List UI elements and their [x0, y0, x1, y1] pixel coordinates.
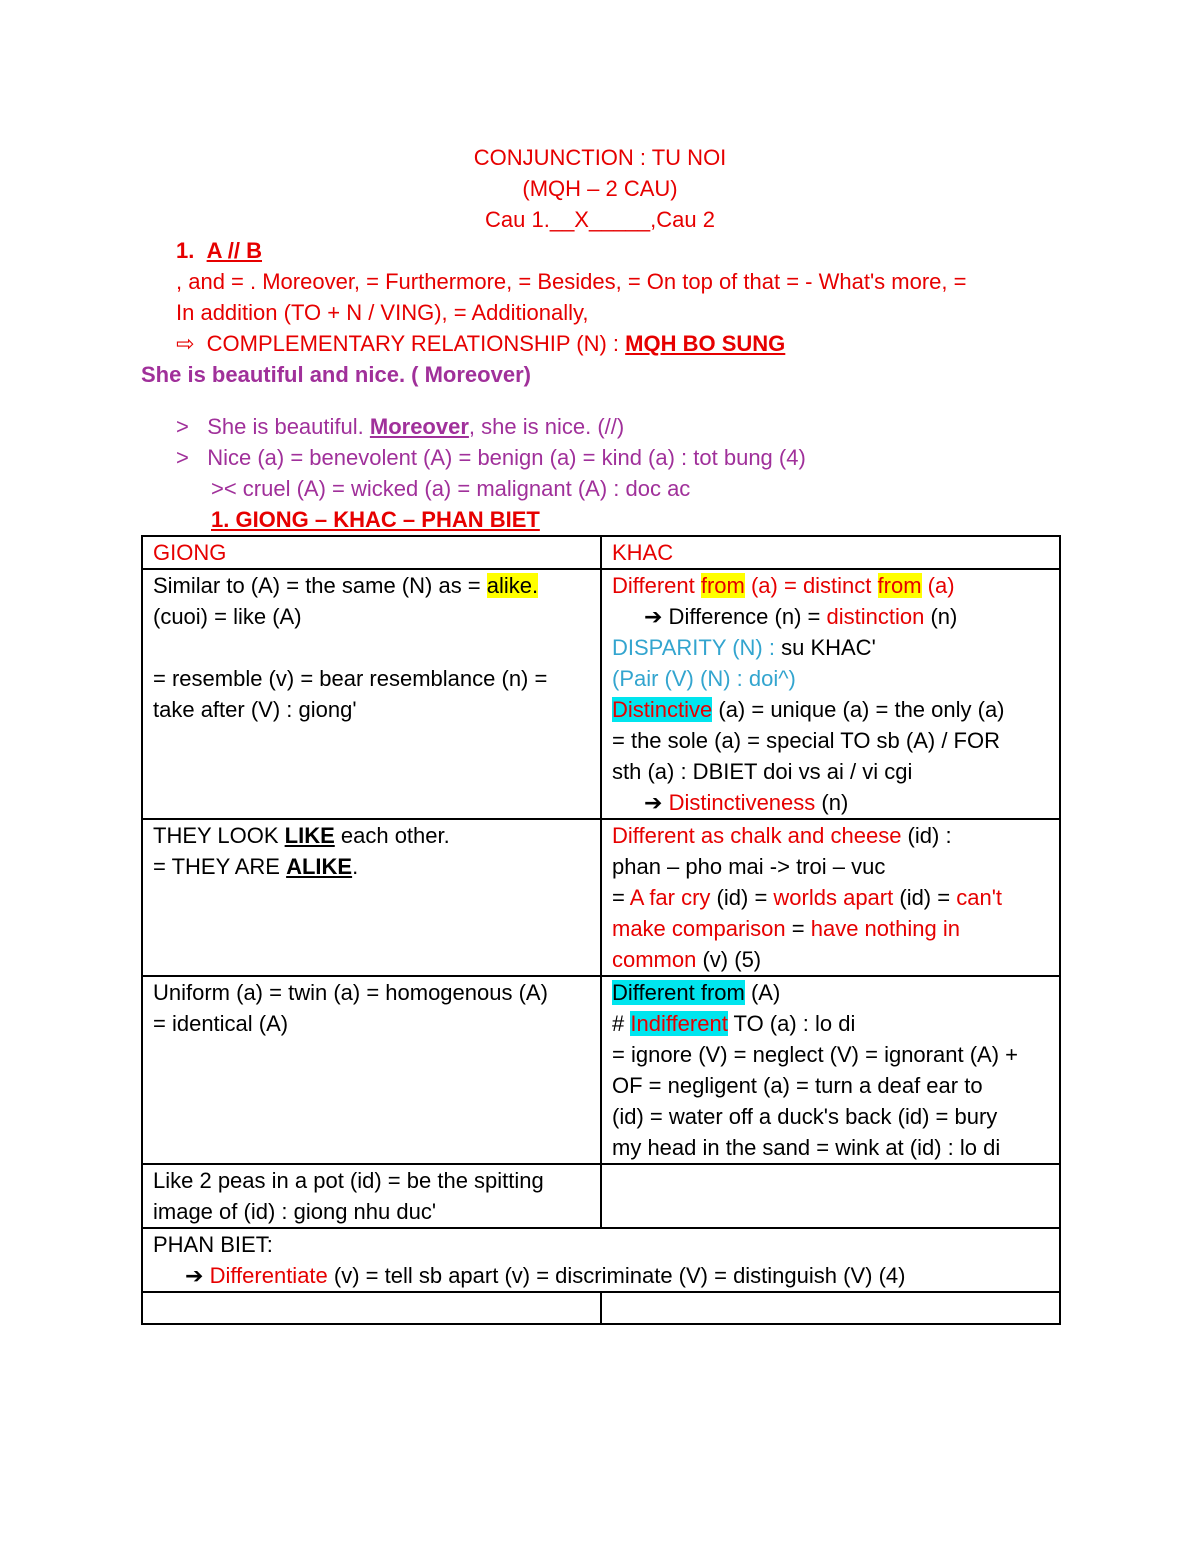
- spitting-line: image of (id) : giong nhu duc': [153, 1199, 437, 1224]
- indifferent-highlight: Indifferent: [630, 1011, 728, 1036]
- noun-mark: (n): [924, 604, 958, 629]
- differentiate-line: [153, 1260, 1049, 1291]
- eq-mark: =: [612, 885, 630, 910]
- distinctive-rest: (a) = unique (a) = the only (a): [712, 697, 1005, 722]
- negligent-line: OF = negligent (a) = turn a deaf ear to: [612, 1073, 983, 1098]
- idiom-mark: (id) =: [710, 885, 774, 910]
- different-from-line: [612, 570, 1049, 601]
- look-pre: THEY LOOK: [153, 823, 285, 848]
- cell-empty: [601, 1292, 1060, 1324]
- doc-subtitle: (MQH – 2 CAU): [522, 176, 678, 201]
- cell-empty: [142, 1292, 601, 1324]
- table-row: [142, 1228, 1060, 1292]
- relation-vn: MQH BO SUNG: [625, 331, 786, 356]
- header-giong: GIONG: [142, 536, 601, 569]
- differentiate-rest: (v) = tell sb apart (v) = discriminate (V) = distinguish (V) (4): [327, 1263, 906, 1288]
- distinct-word: distinct: [802, 573, 878, 598]
- cell-different: [601, 569, 1060, 819]
- header-khac: KHAC: [601, 536, 1060, 569]
- phan-biet-label: PHAN BIET:: [153, 1232, 273, 1257]
- section1-heading: [176, 235, 262, 266]
- bullet-2-text: Nice (a) = benevolent (A) = benign (a) = kind (a) : tot bung (4): [207, 445, 806, 470]
- ignore-line: = ignore (V) = neglect (V) = ignorant (A) +: [612, 1042, 1018, 1067]
- sole-line: = the sole (a) = special TO sb (A) / FOR: [612, 728, 1000, 753]
- table-row: [142, 976, 1060, 1164]
- bullet-1-keyword: Moreover: [369, 414, 469, 439]
- take-after-text: take after (V) : giong': [153, 697, 357, 722]
- table-row: [142, 569, 1060, 819]
- cell-uniform: [142, 976, 601, 1164]
- cell-chalk-cheese: [601, 819, 1060, 976]
- different-from-highlight: Different from: [612, 980, 745, 1005]
- like-keyword: LIKE: [284, 823, 335, 848]
- idiom-mark: (id) :: [901, 823, 952, 848]
- arrow-right-icon: ⇨: [176, 331, 195, 356]
- distinctiveness-word: Distinctiveness: [668, 790, 816, 815]
- cell-indifferent: [601, 976, 1060, 1164]
- cell-similar: [142, 569, 601, 819]
- from-highlight: from: [700, 573, 745, 598]
- difference-word: Difference (n) =: [662, 604, 827, 629]
- are-pre: = THEY ARE: [153, 854, 287, 879]
- pair-line: (Pair (V) (N) : doi^): [612, 666, 796, 691]
- cell-empty: [601, 1164, 1060, 1228]
- bullet-icon: >: [176, 414, 189, 439]
- table-header-row: [142, 536, 1060, 569]
- disparity-line: [612, 632, 1049, 663]
- from-highlight: from: [877, 573, 922, 598]
- are-post: .: [352, 854, 359, 879]
- doc-pattern: Cau 1.__X_____,Cau 2: [485, 207, 715, 232]
- have-nothing: have nothing in: [810, 916, 960, 941]
- table-row: [142, 1164, 1060, 1228]
- distinction-word: distinction: [826, 604, 925, 629]
- alike-keyword: ALIKE: [286, 854, 353, 879]
- relation-label: COMPLEMENTARY RELATIONSHIP (N) :: [206, 331, 620, 356]
- resemble-text: = resemble (v) = bear resemblance (n) =: [153, 666, 548, 691]
- chalk-cheese-vn: phan – pho mai -> troi – vuc: [612, 854, 886, 879]
- comparison-table: [141, 535, 1061, 1325]
- hash-mark: #: [612, 1011, 631, 1036]
- section1-number: 1.: [176, 238, 195, 263]
- example-antonyms: >< cruel (A) = wicked (a) = malignant (A) : doc ac: [211, 476, 691, 501]
- common-word: common: [612, 947, 697, 972]
- arrow-icon: ➔: [185, 1263, 204, 1288]
- cell-peas: [142, 1164, 601, 1228]
- far-cry-idiom: A far cry: [629, 885, 711, 910]
- sand-line: my head in the sand = wink at (id) : lo di: [612, 1135, 1001, 1160]
- verb-mark: (v) (5): [696, 947, 762, 972]
- chalk-cheese-idiom: Different as chalk and cheese: [612, 823, 902, 848]
- bullet-1-post: , she is nice. (//): [468, 414, 625, 439]
- look-post: each other.: [334, 823, 450, 848]
- uniform-line: Uniform (a) = twin (a) = homogenous (A): [153, 980, 548, 1005]
- distinctiveness-line: [612, 787, 1049, 818]
- peas-line: Like 2 peas in a pot (id) = be the spitting: [153, 1168, 544, 1193]
- sth-line: sth (a) : DBIET doi vs ai / vi cgi: [612, 759, 913, 784]
- doc-title: CONJUNCTION : TU NOI: [473, 145, 727, 170]
- example-sentence: She is beautiful and nice. ( Moreover): [141, 362, 531, 387]
- indifferent-rest: TO (a) : lo di: [727, 1011, 856, 1036]
- similar-text: Similar to (A) = the same (N) as =: [153, 573, 487, 598]
- difference-line: [612, 601, 1049, 632]
- adj-mark: (A): [744, 980, 781, 1005]
- different-word: Different: [612, 573, 701, 598]
- bullet-1-pre: She is beautiful.: [207, 414, 364, 439]
- alike-highlight: alike.: [486, 573, 539, 598]
- section1-line1: , and = . Moreover, = Furthermore, = Besides, = On top of that = - What's more, =: [176, 269, 967, 294]
- duck-line: (id) = water off a duck's back (id) = bury: [612, 1104, 998, 1129]
- noun-mark: (n): [815, 790, 849, 815]
- table-row: [142, 1292, 1060, 1324]
- cell-look-alike: [142, 819, 601, 976]
- eq-mark: =: [785, 916, 811, 941]
- cant-word: can't: [956, 885, 1003, 910]
- disparity-vn: su KHAC': [774, 635, 876, 660]
- arrow-icon: ➔: [644, 604, 663, 629]
- distinctive-line: [612, 694, 1049, 725]
- table-row: [142, 819, 1060, 976]
- example-bullet-2: [176, 442, 806, 473]
- example-bullet-1: [176, 411, 624, 442]
- section1-title: A // B: [206, 238, 263, 263]
- disparity-word: DISPARITY (N) :: [612, 635, 775, 660]
- cell-phan-biet: [142, 1228, 1060, 1292]
- section2-heading: 1. GIONG – KHAC – PHAN BIET: [211, 507, 540, 532]
- arrow-icon: ➔: [644, 790, 663, 815]
- idiom-mark: (id) =: [893, 885, 957, 910]
- section1-relation: [176, 328, 785, 359]
- make-comparison: make comparison: [612, 916, 786, 941]
- worlds-apart-idiom: worlds apart: [773, 885, 894, 910]
- adj-mark: (a) =: [744, 573, 803, 598]
- section1-line2: In addition (TO + N / VING), = Additionally,: [176, 300, 589, 325]
- like-text: (cuoi) = like (A): [153, 604, 302, 629]
- distinctive-highlight: Distinctive: [612, 697, 713, 722]
- adj-mark: (a): [921, 573, 955, 598]
- differentiate-word: Differentiate: [209, 1263, 328, 1288]
- identical-line: = identical (A): [153, 1011, 289, 1036]
- bullet-icon: >: [176, 445, 189, 470]
